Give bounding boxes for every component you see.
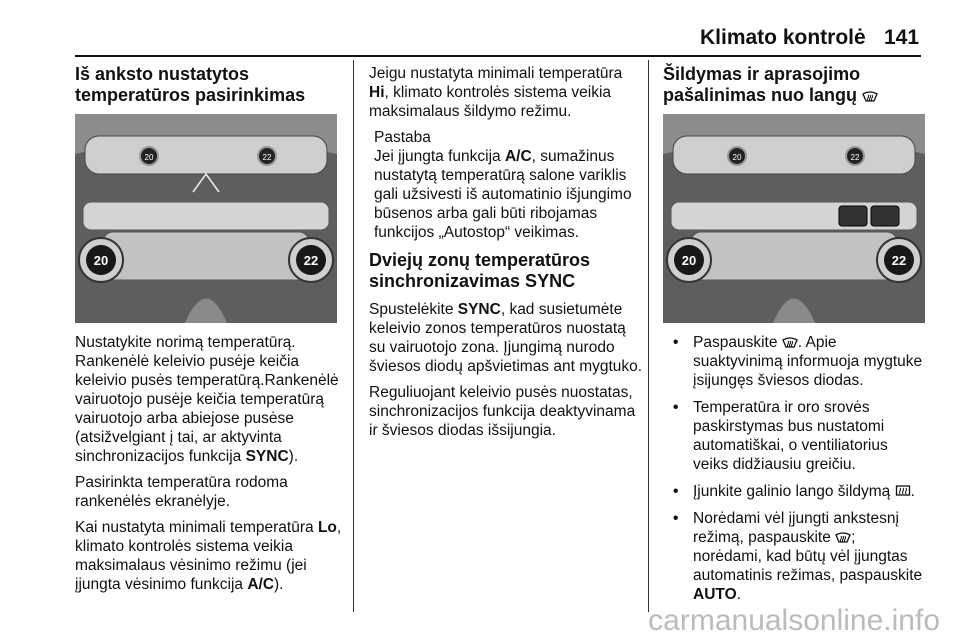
highlighted-rear-heat-button — [871, 206, 899, 226]
vent-label-right: 22 — [850, 153, 860, 162]
page-header-title: Klimato kontrolė — [700, 26, 866, 49]
column-1 — [75, 64, 350, 601]
windshield-defrost-icon — [835, 530, 851, 544]
list-item: • Paspauskite . Apie suaktyvinimą informuoja mygtuke įsijungęs šviesos diodas. — [673, 334, 923, 389]
section-heading-defrost: Šildymas ir aprasojimo pašalinimas nuo langų — [663, 64, 925, 106]
paragraph: Nustatykite norimą temperatūrą. Rankenėlė keleivio pusėje keičia keleivio pusės temperatūrą.Rankenėlė vairuotojo pusėje keičia temperatūrą vairuotojo arba abiejose pusėse (atsižvelgiant į tai, ar aktyvinta sinchronizacijos funkcija SYNC). — [75, 334, 339, 465]
climate-panel-figure-2 — [663, 114, 925, 323]
section-heading-sync: Dviejų zonų temperatūros sinchronizavimas SYNC — [369, 250, 591, 291]
page-number: 141 — [884, 26, 920, 49]
vent-label-left: 20 — [732, 153, 742, 162]
vent-label-left: 20 — [144, 153, 154, 162]
paragraph: Spustelėkite SYNC, kad susietumėte keleivio zonos temperatūros nuostatą su vairuotojo zona. Įjungimą nurodo šviesos diodų apšvietimas ant mygtuko. — [369, 301, 643, 375]
vent-label-right: 22 — [262, 153, 272, 162]
paragraph: Jeigu nustatyta minimali temperatūra Hi, klimato kontrolės sistema veikia maksimalaus šildymo režimu. — [369, 65, 623, 120]
note-title: Pastaba — [374, 129, 431, 146]
list-item: • Temperatūra ir oro srovės paskirstymas bus nustatomi automatiškai, o ventiliatorius veiks didžiausiu greičiu. — [673, 399, 888, 473]
note-text: Jei įjungta funkcija A/C, sumažinus nustatytą temperatūrą salone variklis gali užsivesti iš automatinio išjungimo būsenos arba gali būti ribojamas funkcijos „Autostop“ veikimas. — [374, 148, 632, 241]
right-knob-temp: 22 — [303, 253, 319, 268]
rear-window-heat-icon — [895, 484, 911, 498]
column-3 — [663, 64, 925, 612]
watermark: carmanualsonline.info — [648, 604, 940, 637]
list-item: • Norėdami vėl įjungti ankstesnį režimą, paspauskite ; norėdami, kad būtų vėl įjungtas automatinis režimas, paspauskite AUTO. — [673, 510, 923, 603]
list-item: • Įjunkite galinio lango šildymą . — [673, 483, 915, 500]
highlighted-defrost-button — [839, 206, 867, 226]
paragraph: Kai nustatyta minimali temperatūra Lo, klimato kontrolės sistema veikia maksimalaus vėsinimo režimu (jei įjungta vėsinimo funkcija A/C). — [75, 519, 342, 593]
paragraph: Pasirinkta temperatūra rodoma rankenėlės ekranėlyje. — [75, 474, 288, 510]
windshield-defrost-icon — [782, 335, 798, 349]
windshield-defrost-icon — [862, 89, 878, 103]
header-rule — [75, 55, 921, 57]
column-divider-2 — [648, 60, 649, 612]
right-knob-temp: 22 — [891, 253, 907, 268]
note-box — [369, 128, 644, 242]
section-heading-preset-temp: Iš anksto nustatytos temperatūros pasirinkimas — [75, 64, 306, 105]
paragraph: Reguliuojant keleivio pusės nuostatas, sinchronizacijos funkcija deaktyvinama ir šviesos diodas išsijungia. — [369, 384, 636, 439]
climate-panel-figure-1 — [75, 114, 337, 323]
left-knob-temp: 20 — [93, 253, 109, 268]
left-knob-temp: 20 — [681, 253, 697, 268]
column-divider-1 — [353, 60, 354, 612]
column-2 — [369, 64, 644, 447]
